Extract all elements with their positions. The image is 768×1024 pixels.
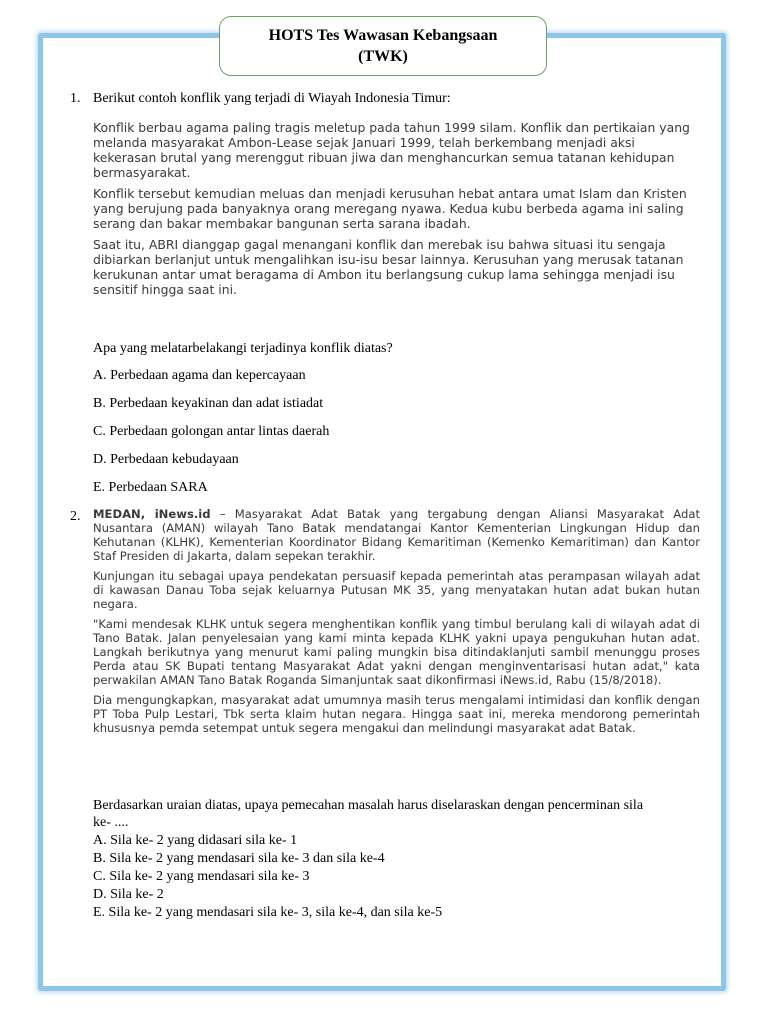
question-1-number: 1. <box>70 91 81 106</box>
passage-paragraph: Dia mengungkapkan, masyarakat adat umumnya masih terus mengalami intimidasi dan konflik dengan PT Toba Pulp Lestari, Tbk serta klaim hutan negara. Hingga saat ini, mereka mendorong pemerintah khususnya pemda setempat untuk segera mengakui dan melindungi masyarakat adat Batak. <box>93 693 700 735</box>
question-1-option-c: C. Perbedaan golongan antar lintas daerah <box>93 424 330 439</box>
question-2-text-line-2: ke- .... <box>93 815 129 830</box>
question-2-number: 2. <box>70 509 81 524</box>
question-1-option-a: A. Perbedaan agama dan kepercayaan <box>93 368 306 383</box>
question-2-option-a: A. Sila ke- 2 yang didasari sila ke- 1 <box>93 833 298 848</box>
question-1-intro: Berikut contoh konflik yang terjadi di Wiayah Indonesia Timur: <box>93 91 451 106</box>
passage-lead-text: – Masyarakat Adat Batak yang tergabung dengan Aliansi Masyarakat Adat Nusantara (AMAN) wilayah Tano Batak mendatangai Kantor Kementerian Lingkungan Hidup dan Kehutanan (KLHK), Kementerian Koordinator Bidang Kemaritiman (Kemenko Kemaritiman) dan Kantor Staf Presiden di Jakarta, dalam sepekan terakhir. <box>93 507 701 563</box>
passage-paragraph: Konflik berbau agama paling tragis meletup pada tahun 1999 silam. Konflik dan pertikaian yang melanda masyarakat Ambon-Lease sejak Januari 1999, telah berkembang menjadi aksi kekerasan brutal yang merenggut ribuan jiwa dan menghancurkan semua tatanan kehidupan bermasyarakat. <box>93 120 690 180</box>
news-dateline: MEDAN, iNews.id <box>93 507 211 521</box>
title-line-1: HOTS Tes Wawasan Kebangsaan <box>268 27 498 44</box>
question-1-passage <box>93 120 693 303</box>
passage-paragraph: "Kami mendesak KLHK untuk segera menghentikan konflik yang timbul berulang kali di wilayah adat di Tano Batak. Jalan penyelesaian yang kami minta kepada KLHK yakni upaya pengukuhan hutan adat. Langkah berikutnya yang menurut kami paling mungkin bisa ditindaklanjuti sambil menunggu proses Perda atau SK Bupati tentang Masyarakat Adat yakni dengan menginventarisasi hutan adat," kata perwakilan AMAN Tano Batak Roganda Simanjuntak saat dikonfirmasi iNews.id, Rabu (15/8/2018). <box>93 617 700 687</box>
question-2-option-d: D. Sila ke- 2 <box>93 887 164 902</box>
question-2-option-e: E. Sila ke- 2 yang mendasari sila ke- 3, sila ke-4, dan sila ke-5 <box>93 905 443 920</box>
question-1-text: Apa yang melatarbelakangi terjadinya konflik diatas? <box>93 341 393 356</box>
passage-paragraph: Saat itu, ABRI dianggap gagal menangani konflik dan merebak isu bahwa situasi itu sengaja dibiarkan berlanjut untuk mengalihkan isu-isu besar lainnya. Kerusuhan yang merusak tatanan kerukunan antar umat beragama di Ambon itu berlangsung cukup lama sehingga menjadi isu sensitif hingga saat ini. <box>93 237 684 297</box>
title-line-2: (TWK) <box>358 48 408 65</box>
passage-paragraph <box>93 507 700 563</box>
question-1-option-e: E. Perbedaan SARA <box>93 480 208 495</box>
passage-paragraph: Konflik tersebut kemudian meluas dan menjadi kerusuhan hebat antara umat Islam dan Kristen yang berujung pada banyaknya orang meregang nyawa. Kedua kubu berbeda agama ini saling serang dan bakar membakar bangunan serta sarana ibadah. <box>93 186 687 231</box>
question-2-option-c: C. Sila ke- 2 yang mendasari sila ke- 3 <box>93 869 310 884</box>
question-2-passage <box>93 507 700 741</box>
question-2-text-line-1: Berdasarkan uraian diatas, upaya pemecahan masalah harus diselaraskan dengan pencerminan sila <box>93 798 644 813</box>
title-box <box>219 16 547 76</box>
passage-paragraph: Kunjungan itu sebagai upaya pendekatan persuasif kepada pemerintah atas perampasan wilayah adat di kawasan Danau Toba sejak keluarnya Putusan MK 35, yang menyatakan hutan adat bukan hutan negara. <box>93 569 700 611</box>
question-1-option-d: D. Perbedaan kebudayaan <box>93 452 239 467</box>
question-2-option-b: B. Sila ke- 2 yang mendasari sila ke- 3 dan sila ke-4 <box>93 851 385 866</box>
question-1-option-b: B. Perbedaan keyakinan dan adat istiadat <box>93 396 324 411</box>
